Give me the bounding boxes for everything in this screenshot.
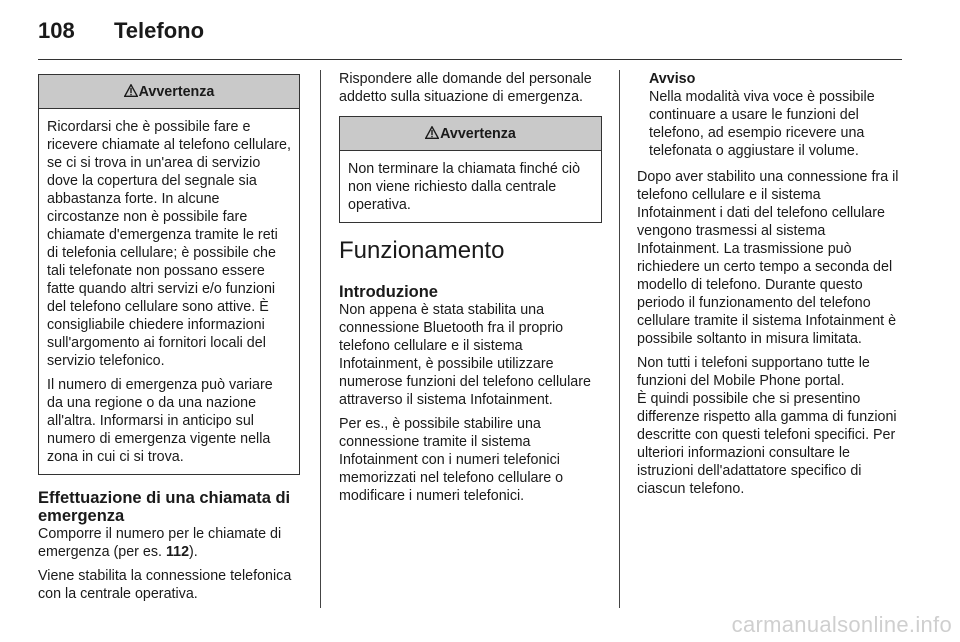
warning-box-header [39,75,299,109]
subsection-heading: Introduzione [339,283,438,301]
paragraph: Non tutti i telefoni supportano tutte le funzioni del Mobile Phone portal. È quindi possibile che si presentino differenze rispetto alla gamma di funzioni descritte con questi telefoni specifici. Per ulteriori informazioni consultare le istruzioni dell'adattatore specifico di ciascun telefono. [637,355,897,497]
warning-title: Avvertenza [440,126,516,142]
page-number: 108 [38,18,75,43]
paragraph: Dopo aver stabilito una connessione fra il telefono cellulare e il sistema Infotainment i dati del telefono cellulare vengono trasmessi al sistema Infotainment. La trasmissione può richiedere un certo tempo a seconda del modello di telefono. Durante questo periodo il funzionamento del telefono cellulare tramite il sistema Infotainment è possibile soltanto in misura limitata. [637,169,899,347]
column-2 [339,70,602,511]
notice-body: Nella modalità viva voce è possibile continuare a usare le funzioni del telefono, ad esempio ricevere una telefonata o aggiustare il volume. [649,89,875,159]
page-title: Telefono [114,18,205,43]
warning-triangle-icon [124,84,138,97]
paragraph: Per es., è possibile stabilire una connessione tramite il sistema Infotainment con i numeri telefonici memorizzati nel telefono cellulare o modificare i numeri telefonici. [339,416,564,504]
paragraph: Viene stabilita la connessione telefonica con la centrale operativa. [38,568,292,602]
notice-title: Avviso [649,71,696,87]
section-heading: Effettuazione di una chiamata di emergenza [38,489,291,525]
column-divider-2 [619,70,620,608]
warning-box-2 [339,116,602,223]
warning-paragraph: Il numero di emergenza può variare da una regione o da una nazione all'altra. Informarsi in anticipo sul numero di emergenza vigente nella zona in cui ci si trova. [47,377,273,465]
warning-box-header [340,117,601,151]
warning-paragraph: Ricordarsi che è possibile fare e ricevere chiamate al telefono cellulare, se ci si trova in un'area di servizio dove la copertura del segnale sia abbastanza forte. In alcune circostanze non è possibile fare chiamate d'emergenza tramite le reti di telefonia cellulare; è possibile che tali telefonate non possano essere fatte quando altri servizi e/o funzioni del telefono cellulare sono attive. È consigliabile chiedere informazioni sull'argomento ai fornitori locali del servizio telefonico. [47,119,291,369]
paragraph: Rispondere alle domande del personale addetto sulla situazione di emergenza. [339,71,592,105]
column-1 [38,70,300,609]
column-3 [637,70,901,504]
notice-block [637,70,901,160]
warning-title: Avvertenza [138,84,215,100]
paragraph: Non appena è stata stabilita una connessione Bluetooth fra il proprio telefono cellulare e il sistema Infotainment, è possibile utilizzare numerose funzioni del telefono cellulare attraverso il sistema Infotainment. [339,302,591,408]
header-rule [38,59,902,60]
section-title: Funzionamento [339,237,505,264]
paragraph: Comporre il numero per le chiamate di emergenza (per es. 112). [38,526,282,560]
warning-box-1 [38,74,300,475]
column-divider-1 [320,70,321,608]
emergency-number: 112 [165,544,190,560]
warning-triangle-icon [425,126,439,139]
warning-box-body [340,151,601,222]
warning-paragraph: Non terminare la chiamata finché ciò non viene richiesto dalla centrale operativa. [348,161,581,213]
page-header [38,18,204,44]
watermark: carmanualsonline.info [731,612,952,637]
warning-box-body [39,109,299,474]
